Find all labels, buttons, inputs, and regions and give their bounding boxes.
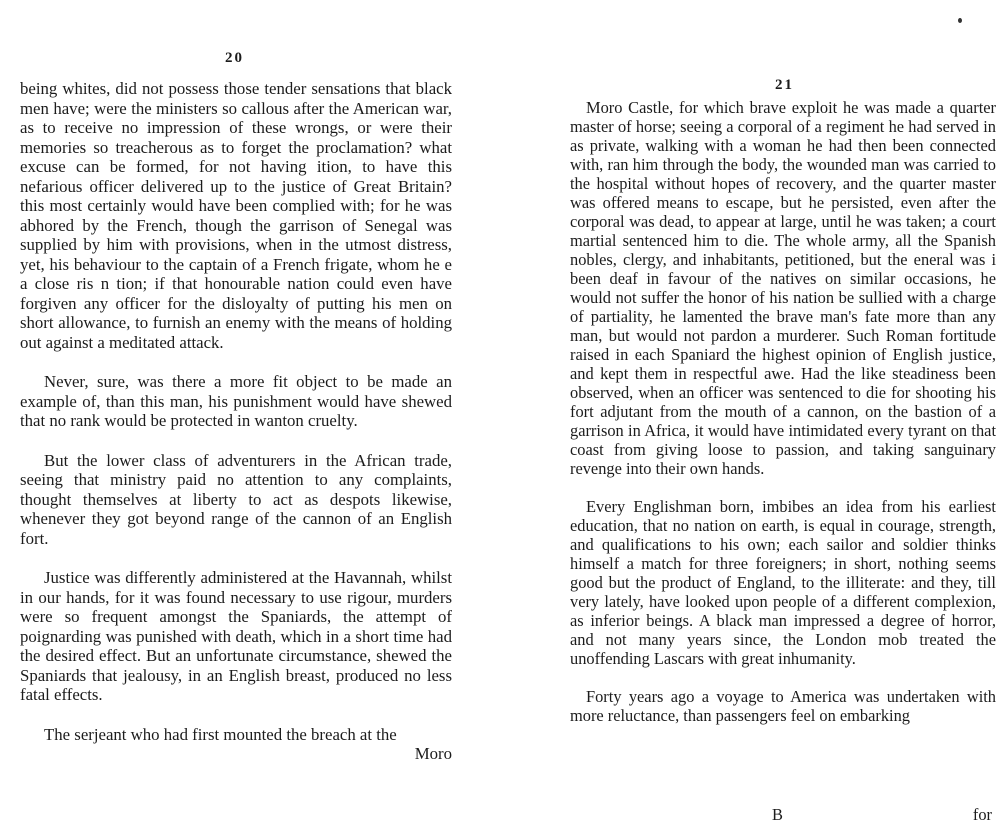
page-number: 21 xyxy=(775,77,794,93)
signature-mark: B xyxy=(772,805,783,824)
page-number: 20 xyxy=(225,50,244,66)
paragraph: Justice was differently administered at the Havannah, whilst in our hands, for it was found necessary to use rigour, murders were so frequent amongst the Spaniards, the attempt of poignarding was punished with death, which in a short time had the desired effect. But an unfortunate circumstance, shewed the Spaniards that jealousy, in an English breast, produced no less fatal effects. xyxy=(20,568,452,704)
right-page xyxy=(500,0,1000,828)
catchword: Moro xyxy=(414,744,452,763)
paragraph: Every Englishman born, imbibes an idea from his earliest education, that no nation on earth, is equal in courage, strength, and qualifications to his own; each sailor and soldier thinks himself a match for three foreigners; in short, nothing seems good but the product of England, to the illiterate: and they, till very lately, have looked upon people of a different complexion, as inferior beings. A black man impressed a degree of horror, and not many years since, the London mob treated the unoffending Lascars with great inhumanity. xyxy=(570,497,996,668)
paragraph: But the lower class of adventurers in the African trade, seeing that ministry paid no attention to any complaints, thought themselves at liberty to act as despots likewise, whenever they got beyond range of the cannon of an English fort. xyxy=(20,450,452,548)
paragraph: Moro Castle, for which brave exploit he was made a quarter master of horse; seeing a corporal of a regiment he had served in as private, walking with a woman he had then been connected with, ran him through the body, the wounded man was carried to the hospital without hopes of recovery, and the quarter master was offered means to escape, but he persisted, even after the corporal was dead, to appear at large, until he was taken; a court martial sentenced him to die. The whole army, all the Spanish nobles, clergy, and inhabitants, petitioned, but the eneral was i been deaf in favour of the natives on similar occasions, he would not suffer the honor of his nation be sullied with a charge of partiality, he lamented the brave man's fate more than any man, but would not pardon a murderer. Such Roman fortitude raised in each Spaniard the highest opinion of English justice, and kept them in respectful awe. Had the like steadiness been observed, when an officer was sentenced to die for shooting his fort adjutant from the mouth of a cannon, on the bastion of a garrison in Africa, it would have intimidated every tyrant on that coast from giving loose to passion, and taking sanguinary revenge into their own hands. xyxy=(570,98,996,478)
paragraph: being whites, did not possess those tender sensations that black men have; were the ministers so callous after the American war, as to receive no impression of these wrongs, or were their memories so treacherous as to forget the proclamation? what excuse can be formed, for not having ition, to have this nefarious officer delivered up to the justice of Great Britain? this most certainly would have been complied with; for he was abhored by the French, though the garrison of Senegal was supplied by him with provisions, when in the utmost distress, yet, his behaviour to the captain of a French frigate, whom he e a close ris n tion; if that honourable nation could even have forgiven any officer for the disloyalty of putting his men on short allowance, to furnish an enemy with the means of holding out against a meditated attack. xyxy=(20,79,452,352)
paragraph: Forty years ago a voyage to America was undertaken with more reluctance, than passengers feel on embarking xyxy=(570,687,996,725)
paragraph: Never, sure, was there a more fit object to be made an example of, than this man, his punishment would have shewed that no rank would be protected in wanton cruelty. xyxy=(20,372,452,430)
page-body xyxy=(20,79,452,764)
catchword: for xyxy=(972,805,992,824)
paragraph: The serjeant who had first mounted the breach at the xyxy=(44,724,397,744)
page-body xyxy=(570,98,996,725)
ink-speck xyxy=(958,18,962,23)
